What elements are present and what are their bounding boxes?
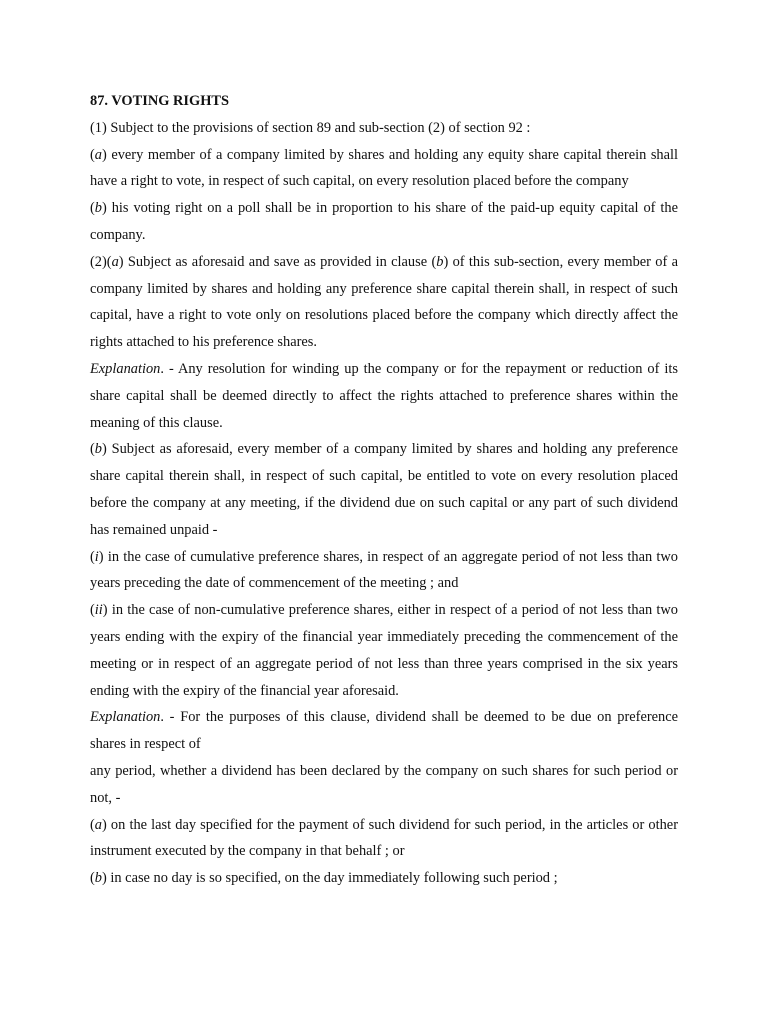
clause-open: ( xyxy=(90,146,95,163)
clause-open: ( xyxy=(90,441,95,458)
clause-3a xyxy=(90,812,678,866)
explanation-text: . - Any resolution for winding up the company or for the repayment or reduction of its share capital shall be deemed directly to affect the rights attached to preference shares within the meaning of this clause. xyxy=(90,360,678,431)
explanation-1 xyxy=(90,356,678,436)
clause-text: on the last day specified for the payment of such dividend for such period, in the articles or other instrument executed by the company in that behalf ; or xyxy=(90,816,678,860)
clause-text-before: Subject as aforesaid and save as provided in clause ( xyxy=(123,253,437,270)
clause-close: ) xyxy=(102,441,107,458)
explanation-label: Explanation xyxy=(90,360,161,377)
clause-1b xyxy=(90,195,678,249)
clause-label: i xyxy=(94,548,99,565)
explanation-2 xyxy=(90,704,678,758)
clause-text: his voting right on a poll shall be in proportion to his share of the paid-up equity capital of the company. xyxy=(90,200,678,243)
clause-text: Subject as aforesaid, every member of a company limited by shares and holding any preference share capital therein shall, in respect of such capital, be entitled to vote on every resolution placed before the company at any meeting, if the dividend due on such capital or any part of such dividend has remained unpaid - xyxy=(90,441,678,538)
clause-text: in case no day is so specified, on the day immediately following such period ; xyxy=(106,870,558,887)
clause-ii xyxy=(90,597,678,704)
clause-ref-label: b xyxy=(436,253,444,270)
clause-label: b xyxy=(94,441,102,458)
clause-close: ) xyxy=(102,816,107,833)
clause-text: in the case of cumulative preference shares, in respect of an aggregate period of not less than two years preceding the date of commencement of the meeting ; and xyxy=(90,548,678,592)
document-page xyxy=(90,88,678,892)
clause-label: b xyxy=(94,870,102,887)
clause-close: ) xyxy=(102,870,107,887)
clause-prefix: (2)( xyxy=(90,253,112,270)
clause-text: in the case of non-cumulative preference shares, either in respect of a period of not less than two years ending with the expiry of the financial year immediately preceding the commencement of the meeting or in respect of an aggregate period of not less than three years comprised in the six years ending with the expiry of the financial year aforesaid. xyxy=(90,602,678,699)
any-period-text: any period, whether a dividend has been declared by the company on such shares for such period or not, - xyxy=(90,762,678,806)
clause-label: a xyxy=(94,146,102,163)
section-heading: 87. VOTING RIGHTS xyxy=(90,93,229,109)
explanation-label: Explanation xyxy=(90,709,161,726)
subsection-1-intro: (1) Subject to the provisions of section 89 and sub-section (2) of section 92 : xyxy=(90,119,531,136)
clause-text-after: ) of this sub-section, every member of a company limited by shares and holding any preference share capital therein shall, in respect of such capital, have a right to vote only on resolutions placed before the company which directly affect the rights attached to his preference shares. xyxy=(90,253,678,351)
clause-label: a xyxy=(94,816,102,833)
clause-open: ( xyxy=(90,602,95,619)
clause-label: ii xyxy=(94,602,103,619)
clause-close: ) xyxy=(98,548,104,565)
clause-label: a xyxy=(111,253,119,270)
clause-open: ( xyxy=(90,200,95,217)
clause-text: every member of a company limited by shares and holding any equity share capital therein shall have a right to vote, in respect of such capital, on every resolution placed before the company xyxy=(90,146,678,190)
clause-2a xyxy=(90,249,678,356)
clause-close: ) xyxy=(102,146,107,163)
clause-i xyxy=(90,544,678,598)
clause-close: ) xyxy=(102,602,108,619)
clause-2b xyxy=(90,436,678,543)
clause-open: ( xyxy=(90,548,95,565)
clause-3b xyxy=(90,865,678,892)
clause-close: ) xyxy=(102,200,107,217)
explanation-text: . - For the purposes of this clause, dividend shall be deemed to be due on preference shares in respect of xyxy=(90,709,678,753)
clause-1a xyxy=(90,142,678,196)
clause-open: ( xyxy=(90,816,95,833)
clause-label: b xyxy=(94,200,102,217)
clause-open: ( xyxy=(90,870,95,887)
clause-close: ) xyxy=(118,253,124,270)
